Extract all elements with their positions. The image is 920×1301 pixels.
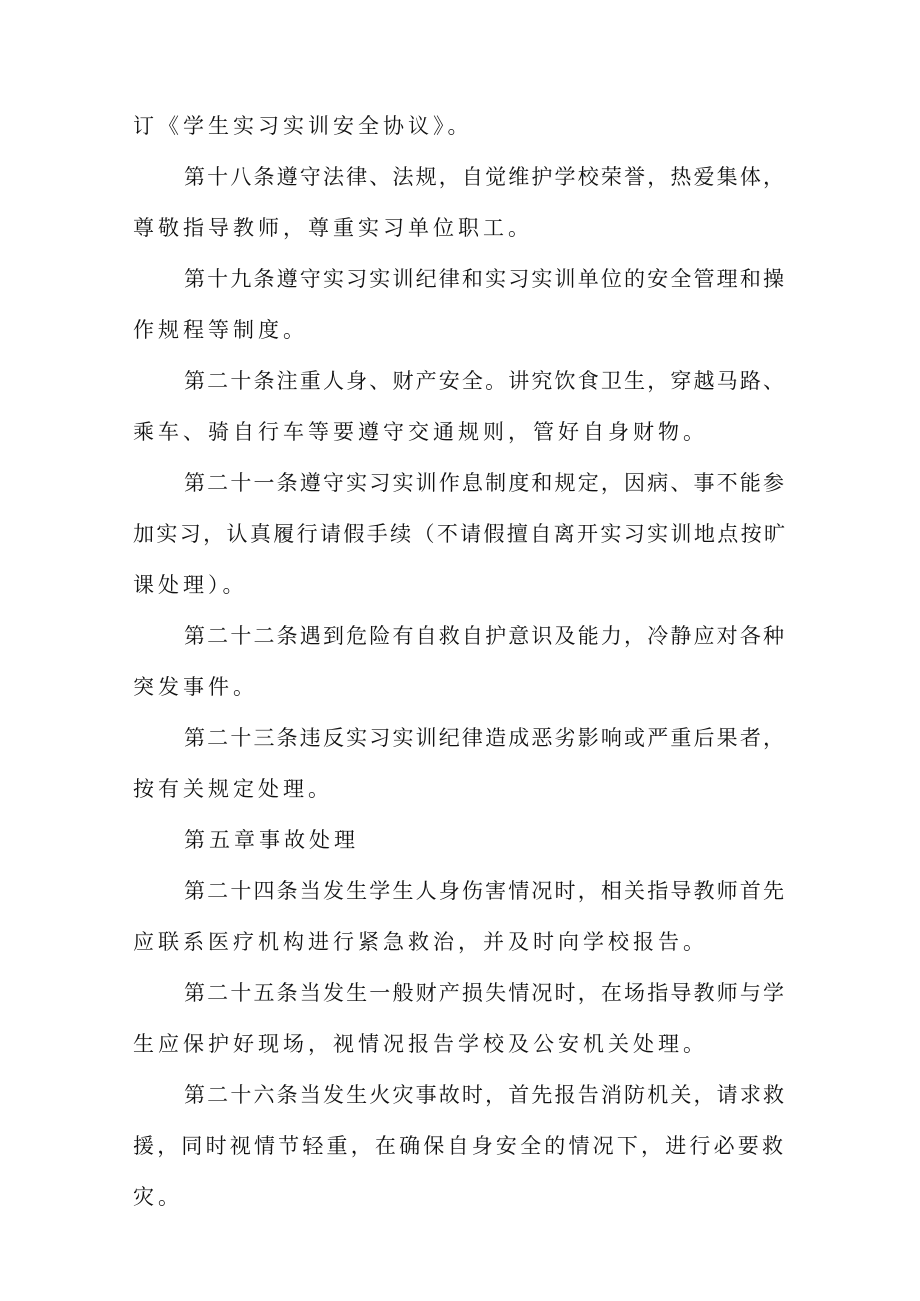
article-26-line-2: 援，同时视情节轻重，在确保自身安全的情况下，进行必要救 xyxy=(133,1134,783,1158)
article-20-line-2: 乘车、骑自行车等要遵守交通规则，管好自身财物。 xyxy=(133,420,708,444)
article-24-line-2: 应联系医疗机构进行紧急救治，并及时向学校报告。 xyxy=(133,930,708,954)
article-19-line-1: 第十九条遵守实习实训纪律和实习实训单位的安全管理和操 xyxy=(184,267,784,291)
article-18-line-1: 第十八条遵守法律、法规，自觉维护学校荣誉，热爱集体， xyxy=(184,165,784,189)
article-24-line-1: 第二十四条当发生学生人身伤害情况时，相关指导教师首先 xyxy=(184,879,784,903)
article-25-line-1: 第二十五条当发生一般财产损失情况时，在场指导教师与学 xyxy=(184,981,784,1005)
article-18-line-2: 尊敬指导教师，尊重实习单位职工。 xyxy=(133,216,533,240)
article-26-line-3: 灾。 xyxy=(133,1185,183,1209)
article-23-line-2: 按有关规定处理。 xyxy=(133,777,333,801)
article-21-line-3: 课处理）。 xyxy=(133,573,248,597)
article-22-line-1: 第二十二条遇到危险有自救自护意识及能力，冷静应对各种 xyxy=(184,624,784,648)
article-20-line-1: 第二十条注重人身、财产安全。讲究饮食卫生，穿越马路、 xyxy=(184,369,784,393)
article-21-line-1: 第二十一条遵守实习实训作息制度和规定，因病、事不能参 xyxy=(184,471,784,495)
article-21-line-2: 加实习，认真履行请假手续（不请假擅自离开实习实训地点按旷 xyxy=(133,522,785,546)
text-line: 订《学生实习实训安全协议》。 xyxy=(133,114,473,138)
chapter-heading: 第五章事故处理 xyxy=(184,828,359,852)
article-25-line-2: 生应保护好现场，视情况报告学校及公安机关处理。 xyxy=(133,1032,708,1056)
article-23-line-1: 第二十三条违反实习实训纪律造成恶劣影响或严重后果者， xyxy=(184,726,784,750)
article-19-line-2: 作规程等制度。 xyxy=(133,318,308,342)
article-22-line-2: 突发事件。 xyxy=(133,675,258,699)
article-26-line-1: 第二十六条当发生火灾事故时，首先报告消防机关，请求救 xyxy=(184,1083,784,1107)
